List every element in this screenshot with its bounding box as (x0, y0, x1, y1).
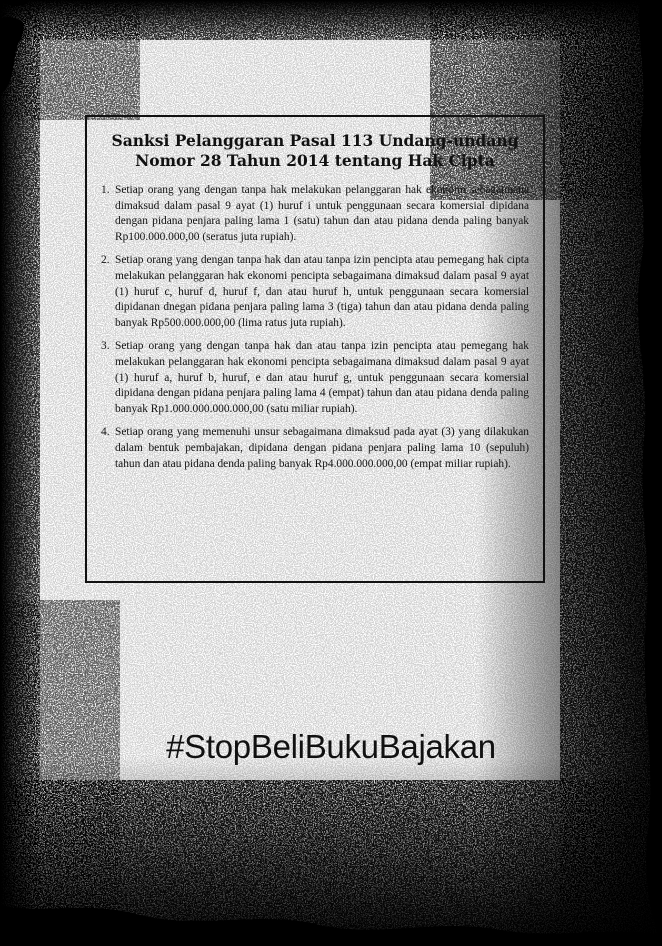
clause-number: 1. (101, 184, 110, 196)
stop-piracy-hashtag: #StopBeliBukuBajakan (166, 728, 496, 765)
notice-title-line-2: Nomor 28 Tahun 2014 tentang Hak Cipta (135, 151, 495, 170)
clause-number: 2. (101, 254, 110, 267)
notice-title (101, 131, 529, 171)
clause-item (101, 183, 529, 245)
clause-item (101, 339, 529, 417)
clause-item (101, 253, 529, 331)
clause-text: Setiap orang yang dengan tanpa hak melakukan pelanggaran hak ekonomi sebagaimana dimaksud dalam pasal 9 ayat (1) huruf i untuk penggunaan secara komersial dipidana dengan pidana penjara paling lama 1 (satu) tahun dan atau pidana denda paling banyak Rp100.000.000,00 (seratus juta rupiah). (115, 184, 529, 243)
copyright-sanction-box (85, 115, 545, 583)
clause-text: Setiap orang yang memenuhi unsur sebagaimana dimaksud pada ayat (3) yang dilakukan dalam bentuk pembajakan, dipidana dengan pidana penjara paling lama 10 (sepuluh) tahun dan atau pidana denda paling banyak Rp4.000.000.000,00 (empat miliar rupiah). (115, 426, 529, 470)
clause-list (101, 183, 529, 472)
clause-number: 4. (101, 426, 110, 439)
clause-text: Setiap orang yang dengan tanpa hak dan atau tanpa izin pencipta atau pemegang hak cipta melakukan pelanggaran hak ekonomi pencipta sebagaimana dimaksud dalam pasal 9 ayat (1) huruf c, huruf d, huruf f, dan atau huruf h, untuk penggunaan secara komersial dipidanan dnegan pidana penjara paling lama 3 (tiga) tahun dan atau pidana denda paling banyak Rp500.000.000,00 (lima ratus juta rupiah). (115, 254, 529, 329)
notice-title-line-1: Sanksi Pelanggaran Pasal 113 Undang-undang (111, 131, 519, 150)
clause-text: Setiap orang yang dengan tanpa hak dan atau tanpa izin pencipta atau pemegang hak melakukan pelanggaran hak ekonomi pencipta sebagaimana dimaksud dalam pasal 9 ayat (1) huruf a, huruf b, huruf, e dan atau huruf g, untuk penggunaan secara komersial dipidana dengan pidana penjara paling lama 4 (empat) tahun dan atau pidana denda paling banyak Rp1.000.000.000.000,00 (satu miliar rupiah). (115, 340, 529, 415)
clause-number: 3. (101, 340, 110, 353)
clause-item (101, 425, 529, 472)
